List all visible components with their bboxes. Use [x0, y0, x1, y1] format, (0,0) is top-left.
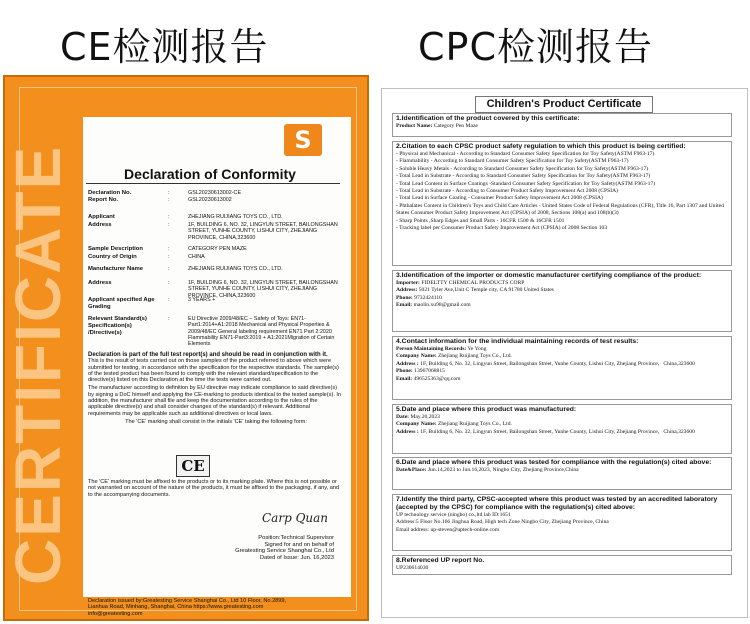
ce-report-heading: CE检测报告 [60, 25, 269, 69]
cpc-section-line: Phone: 9732424110 [396, 294, 442, 301]
ce-field-value: EU Directive 2009/48/EC – Safety of Toys: EN71-Part1:2014+A1:2018 Mechanical and Physical Properties & 2009/48/EC General labeling requirement EN71 Part 2:2020 Flammability EN71-Part3:2019 + A1:2021Migration of Certain Elements [188, 316, 335, 348]
ce-marking-note: The 'CE' marking shall consist in the initials 'CE' taking the following form: [125, 418, 307, 425]
cpc-section-line: Product Name: Category Pen Maze [396, 123, 478, 129]
cpc-section-line: Address: 5021 Tyler Ave,Unit C Temple city, CA 91780 United States [396, 287, 554, 294]
cpc-section-line: - Total Lead Content in Surface Coatings -Standard Consumer Safety Specification for Toy Safety(ASTM F963-17) [396, 180, 656, 187]
cpc-section-line: Email: maolin.xu98@gmail.com [396, 302, 471, 309]
cpc-section-heading: 7.Identify the third party, CPSC-accepted where this product was tested by an accredited laboratory (accepted by the CPSC) for compliance with the regulation(s) cited above: [396, 496, 718, 511]
cpc-section [392, 457, 732, 490]
cpc-section-line: UP technology service (ningbo) co.,ltd lab ID:1651 [396, 512, 511, 518]
ce-field-value: 3 YEARS + [188, 297, 216, 303]
cpc-section-heading: 6.Date and place where this product was tested for compliance with the regulation(s) cited above: [396, 459, 712, 466]
ce-footer: Declaration issued by:Greatesting Service Shanghai Co., Ltd 10 Floor, No.2899, Lianhua Road, Minhang, Shanghai, China https://www.greatesting.com info@greatesting.com [88, 598, 287, 617]
signer-company: Greatesting Service Shanghai Co., Ltd [235, 548, 334, 555]
cpc-section-line: - Phthalates Content in Children's Toys and Child Care Articles - United States Code of Federal Regulations (CFR), Title 16, Part 1307 and United States Consumer Product Safety Improvement Act (CPSIA) of 2008, Sections 108(a) and 108(b)(3) [396, 202, 724, 217]
signed-on-behalf: Signed for and on behalf of [264, 541, 334, 548]
ce-field-colon: : [168, 280, 170, 286]
declaration-note: Declaration is part of the full test report(s) and should be read in conjunction with it. [88, 352, 328, 358]
cpc-section-line: - Sharp Points ,Sharp Edges and Small Parts - 16CFR 1500 & 16CFR 1501 [396, 217, 565, 224]
ce-affix-paragraph: The 'CE' marking must be affixed to the products or to its marking plate. Where this is not possible or not warranted on account of the nature of the products, it must be affixed to the packaging, if any, and to the accompanying documents. [88, 479, 340, 498]
ce-field-label: Address [88, 280, 112, 286]
ce-field-label: Country of Origin [88, 254, 137, 260]
cpc-section-line: UP230614030 [396, 565, 429, 571]
ce-field-colon: : [168, 297, 170, 303]
cpc-section [392, 404, 732, 454]
cpc-section-heading: 1.Identification of the product covered by this certificate: [396, 115, 580, 122]
cpc-section [392, 494, 732, 551]
ce-field-value: GSL20230613002-CE [188, 190, 242, 196]
ce-field-colon: : [168, 316, 170, 322]
cpc-section-line: Email address: up-steven@uptech-online.com [396, 526, 500, 533]
cpc-section-heading: 4.Contact information for the individual maintaining records of test results: [396, 338, 639, 345]
ce-field-colon: : [168, 222, 170, 228]
cpc-section-heading: 5.Date and place where this product was manufactured: [396, 406, 577, 413]
cpc-section [392, 141, 732, 266]
cpc-section-line: Person Maintaining Records: Ye Yong [396, 346, 487, 352]
ce-field-label: Report No. [88, 197, 119, 203]
cpc-section-line: Address:5 Floor No.166 Jinghua Road, High tech Zone Ningbo City, Zhejiang Province, China [396, 519, 609, 526]
cpc-section-line: Date: May.20,2023 [396, 414, 440, 420]
cpc-section-line: Email: 496525363@qq.com [396, 375, 461, 382]
certificate-vertical-text: CERTIFICATE [2, 144, 74, 586]
ce-field-colon: : [168, 197, 170, 203]
issue-date: Dated of Issue: Jun. 16,2023 [259, 554, 334, 561]
ce-field-value: CATEGORY PEN MAZE [188, 246, 247, 252]
ce-field-label: Sample Description [88, 246, 143, 252]
ce-field-value: 1F, BUILDING 6, NO. 32, LINGYUN STREET, BAILONGSHAN STREET, YUNHE COUNTY, LISHUI CITY, ZHEJIANG PROVINCE, CHINA,323600 [188, 280, 338, 299]
cpc-section-line: Address : 1F, Building 6, No. 32, Lingyun Street, Bailongshan Street, Yunhe County, Lishui City, Zhejiang Province，China,323600 [396, 428, 695, 435]
cpc-section-line: Phone: 13967068815 [396, 368, 445, 375]
cpc-report-heading: CPC检测报告 [418, 25, 653, 69]
cpc-section-line: - Total Lead in Substrate - According to Standard Consumer Safety Specification for Toy Safety(ASTM F963-17) [396, 173, 651, 180]
ce-field-colon: : [168, 266, 170, 272]
cpc-section-line: Company Name: Zhejiang Ruijiang Toys Co., Ltd. [396, 353, 512, 360]
test-result-paragraph: This is the result of tests carried out on those samples of the product referred to above which were submitted for testing, in accordance with the specification for the respective standards. The sample(s) of the tested product has been found to comply with the relevant standard/specification to the directive(s) listed on this Declaration at the time the tests were carried out. [88, 358, 339, 384]
ce-field-value: CHINA [188, 254, 205, 260]
manufacturer-paragraph: The manufacturer according to definition by EU directive may indicate compliance to said directive(s) by signing a DoC himself and applying the CE-marking to products identical to the tested sample(s). In addition, the manufacturer shall file and keep the documentation according to the rules of the applicable directive(s) and shall consider changes of the standard(s) if relevant. Additional requirements may be applicable such as additional directives or local laws. [88, 385, 342, 417]
cpc-section-line: Date&Place: Jun.14,2023 to Jun.16,2023, Ningbo City, Zhejiang Province,China [396, 467, 579, 473]
cpc-section-line: - Total Lead in Substrate - According to Consumer Product Safety Improvement Act 2008 (CPSIA) [396, 188, 618, 195]
cpc-title: Children's Product Certificate [475, 96, 653, 113]
cpc-section-heading: 3.Identification of the importer or domestic manufacturer certifying compliance of the product: [396, 272, 702, 279]
cpc-section [392, 555, 732, 575]
cpc-section [392, 336, 732, 400]
cpc-section-line: Address : 1F, Building 6, No. 32, Lingyun Street, Bailongshan Street, Yunhe County, Lishui City, Zhejiang Province，China,323600 [396, 360, 695, 367]
ce-field-label: Declaration No. [88, 190, 132, 196]
ce-field-label: Manufacturer Name [88, 266, 143, 272]
cpc-section-line: - Flammability - According to Standard Consumer Safety Specification for Toy Safety(ASTM F963-17) [396, 158, 629, 165]
ce-field-label: Applicant specified Age Grading [88, 297, 155, 310]
cpc-section-heading: 2.Citation to each CPSC product safety regulation to which this product is being certified: [396, 143, 686, 150]
ce-field-label: Applicant [88, 214, 115, 220]
cpc-section-line: - Physical and Mechanical - According to Standard Consumer Safety Specification for Toy Safety(ASTM F963-17) [396, 151, 655, 157]
cpc-section-heading: 8.Referenced UP report No. [396, 557, 485, 564]
ce-field-colon: : [168, 254, 170, 260]
cpc-section-line: Importer: FIDELTTY CHEMICAL PRODUCTS CORP [396, 280, 525, 286]
cpc-section-line: Company Name: Zhejiang Ruijiang Toys Co., Ltd. [396, 421, 512, 428]
ce-field-value: ZHEJIANG RUIJIANG TOYS CO., LTD. [188, 266, 283, 272]
ce-field-label: Address [88, 222, 112, 228]
ce-field-label: Relevant Standard(s) Specification(s) /Directive(s) [88, 316, 147, 336]
cpc-section [392, 113, 732, 137]
ce-field-colon: : [168, 246, 170, 252]
title-divider [86, 183, 340, 184]
ce-field-value: 1F, BUILDING 6, NO. 32, LINGYUN STREET, BAILONGSHAN STREET, YUNHE COUNTY, LISHUI CITY, ZHEJIANG PROVINCE, CHINA,323600 [188, 222, 338, 241]
signature: Carp Quan [262, 511, 329, 525]
declaration-title: Declaration of Conformity [124, 166, 296, 182]
ce-field-value: ZHEJIANG RUIJIANG TOYS CO., LTD. [188, 214, 283, 220]
ce-field-colon: : [168, 190, 170, 196]
signer-position: Position:Technical Supervisor [258, 535, 334, 541]
cpc-section-line: - Total Lead in Surface Coating - Consumer Product Safety Improvement Act 2008 (CPSIA) [396, 195, 603, 202]
cpc-section-line: - Tracking label per Consumer Product Safety Improvement Act (CPSIA) of 2008 Section 103 [396, 225, 608, 232]
cpc-section [392, 270, 732, 332]
cpc-section-line: - Soluble Heavy Metals - According to Standard Consumer Safety Specification for Toy Safety(ASTM F963-17) [396, 165, 649, 172]
ce-field-value: GSL20230613002 [188, 197, 232, 203]
ce-field-colon: : [168, 214, 170, 220]
greatesting-logo-icon: S [284, 124, 322, 156]
ce-mark-icon: CE [176, 455, 210, 477]
